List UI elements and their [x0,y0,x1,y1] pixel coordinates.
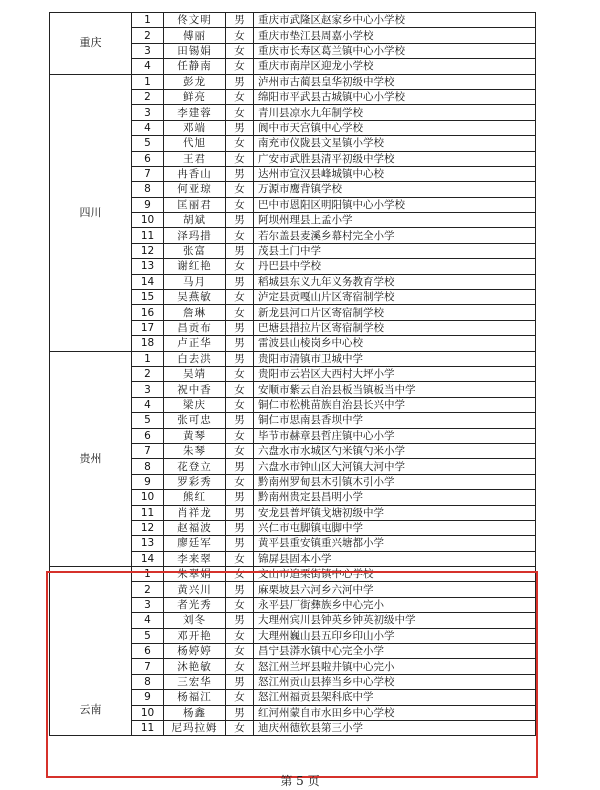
row-number-cell: 12 [132,243,164,258]
sex-cell: 女 [226,197,254,212]
name-cell: 三宏华 [164,674,226,689]
row-number-cell: 7 [132,443,164,458]
row-number-cell: 8 [132,674,164,689]
table-row [50,13,536,28]
name-cell: 沐艳敏 [164,659,226,674]
row-number-cell: 9 [132,690,164,705]
row-number-cell: 11 [132,505,164,520]
sex-cell: 女 [226,551,254,566]
name-cell: 祝中香 [164,382,226,397]
row-number-cell: 15 [132,290,164,305]
name-cell: 马月 [164,274,226,289]
sex-cell: 男 [226,505,254,520]
sex-cell: 男 [226,166,254,181]
row-number-cell: 11 [132,720,164,735]
school-cell: 达州市宣汉县峰城镇中心校 [254,166,536,181]
row-number-cell: 2 [132,89,164,104]
row-number-cell: 3 [132,382,164,397]
school-cell: 阆中市天宫镇中心学校 [254,120,536,135]
sex-cell: 女 [226,290,254,305]
school-cell: 茂县土门中学 [254,243,536,258]
sex-cell: 男 [226,520,254,535]
name-cell: 张富 [164,243,226,258]
name-cell: 黄琴 [164,428,226,443]
name-cell: 傅丽 [164,28,226,43]
sex-cell: 女 [226,89,254,104]
row-number-cell: 6 [132,428,164,443]
name-cell: 黄兴川 [164,582,226,597]
name-cell: 李来翠 [164,551,226,566]
sex-cell: 女 [226,597,254,612]
sex-cell: 女 [226,305,254,320]
sex-cell: 女 [226,474,254,489]
row-number-cell: 1 [132,567,164,582]
school-cell: 文山市追栗街镇中心学校 [254,567,536,582]
name-cell: 白去洪 [164,351,226,366]
name-cell: 廖廷军 [164,536,226,551]
province-cell: 云南 [50,567,132,736]
name-cell: 何亚琼 [164,182,226,197]
name-cell: 泽玛措 [164,228,226,243]
school-cell: 黔南州罗甸县木引镇木引小学 [254,474,536,489]
row-number-cell: 14 [132,274,164,289]
name-cell: 卢正华 [164,336,226,351]
row-number-cell: 1 [132,351,164,366]
sex-cell: 女 [226,720,254,735]
row-number-cell: 2 [132,582,164,597]
row-number-cell: 4 [132,59,164,74]
sex-cell: 男 [226,243,254,258]
school-cell: 阿坝州理县上孟小学 [254,213,536,228]
school-cell: 稻城县东义九年义务教育学校 [254,274,536,289]
teacher-list-body [50,13,536,736]
row-number-cell: 5 [132,413,164,428]
sex-cell: 女 [226,28,254,43]
row-number-cell: 10 [132,490,164,505]
table-row [50,351,536,366]
school-cell: 六盘水市水城区勺米镇勺米小学 [254,443,536,458]
sex-cell: 男 [226,536,254,551]
sex-cell: 女 [226,644,254,659]
name-cell: 胡斌 [164,213,226,228]
sex-cell: 男 [226,351,254,366]
school-cell: 麻栗坡县六河乡六河中学 [254,582,536,597]
school-cell: 重庆市长寿区葛兰镇中心小学校 [254,43,536,58]
sex-cell: 男 [226,13,254,28]
name-cell: 刘冬 [164,613,226,628]
sex-cell: 女 [226,259,254,274]
row-number-cell: 3 [132,43,164,58]
row-number-cell: 2 [132,28,164,43]
sex-cell: 女 [226,443,254,458]
school-cell: 铜仁市松桃苗族自治县长兴中学 [254,397,536,412]
school-cell: 泸州市古蔺县皇华初级中学校 [254,74,536,89]
name-cell: 尼玛拉姆 [164,720,226,735]
school-cell: 昌宁县漭水镇中心完全小学 [254,644,536,659]
row-number-cell: 3 [132,105,164,120]
sex-cell: 女 [226,382,254,397]
name-cell: 昌贡布 [164,320,226,335]
table-row [50,74,536,89]
sex-cell: 女 [226,43,254,58]
name-cell: 李建蓉 [164,105,226,120]
name-cell: 梁庆 [164,397,226,412]
name-cell: 杨婷婷 [164,644,226,659]
name-cell: 冉香山 [164,166,226,181]
school-cell: 永平县厂街彝族乡中心完小 [254,597,536,612]
school-cell: 巴中市恩阳区明阳镇中心小学校 [254,197,536,212]
school-cell: 贵阳市清镇市卫城中学 [254,351,536,366]
school-cell: 安顺市紫云自治县板当镇板当中学 [254,382,536,397]
school-cell: 怒江州贡山县捧当乡中心学校 [254,674,536,689]
row-number-cell: 7 [132,166,164,181]
row-number-cell: 1 [132,13,164,28]
name-cell: 朱琴 [164,443,226,458]
sex-cell: 男 [226,459,254,474]
name-cell: 吴燕敏 [164,290,226,305]
school-cell: 黔南州贵定县昌明小学 [254,490,536,505]
school-cell: 丹巴县中学校 [254,259,536,274]
school-cell: 锦屏县固本小学 [254,551,536,566]
row-number-cell: 1 [132,74,164,89]
name-cell: 罗彩秀 [164,474,226,489]
sex-cell: 女 [226,182,254,197]
school-cell: 怒江州兰坪县啦井镇中心完小 [254,659,536,674]
sex-cell: 男 [226,120,254,135]
sex-cell: 女 [226,105,254,120]
name-cell: 吴靖 [164,366,226,381]
row-number-cell: 8 [132,459,164,474]
school-cell: 绵阳市平武县古城镇中心小学校 [254,89,536,104]
sex-cell: 男 [226,613,254,628]
name-cell: 赵福波 [164,520,226,535]
sex-cell: 女 [226,151,254,166]
sex-cell: 女 [226,659,254,674]
school-cell: 迪庆州德钦县第三小学 [254,720,536,735]
sex-cell: 女 [226,228,254,243]
sex-cell: 男 [226,336,254,351]
row-number-cell: 6 [132,151,164,166]
teacher-list-table [49,12,536,736]
name-cell: 佟文明 [164,13,226,28]
row-number-cell: 13 [132,536,164,551]
school-cell: 黄平县重安镇重兴塘都小学 [254,536,536,551]
sex-cell: 男 [226,705,254,720]
name-cell: 杨福江 [164,690,226,705]
name-cell: 杨鑫 [164,705,226,720]
name-cell: 王君 [164,151,226,166]
name-cell: 鲜亮 [164,89,226,104]
sex-cell: 男 [226,74,254,89]
row-number-cell: 5 [132,628,164,643]
school-cell: 毕节市赫章县哲庄镇中心小学 [254,428,536,443]
sex-cell: 女 [226,690,254,705]
name-cell: 花登立 [164,459,226,474]
name-cell: 彭龙 [164,74,226,89]
sex-cell: 男 [226,674,254,689]
sex-cell: 女 [226,59,254,74]
school-cell: 雷波县山棱岗乡中心校 [254,336,536,351]
school-cell: 青川县凉水九年制学校 [254,105,536,120]
school-cell: 六盘水市钟山区大河镇大河中学 [254,459,536,474]
school-cell: 万源市鹰背镇学校 [254,182,536,197]
row-number-cell: 8 [132,182,164,197]
school-cell: 大理州宾川县钟英乡钟英初级中学 [254,613,536,628]
sex-cell: 男 [226,413,254,428]
school-cell: 安龙县普坪镇戈塘初级中学 [254,505,536,520]
sex-cell: 女 [226,397,254,412]
sex-cell: 女 [226,366,254,381]
province-cell: 贵州 [50,351,132,566]
school-cell: 贵阳市云岩区大西村大坪小学 [254,366,536,381]
name-cell: 邓开艳 [164,628,226,643]
province-cell: 重庆 [50,13,132,75]
row-number-cell: 9 [132,197,164,212]
row-number-cell: 4 [132,613,164,628]
name-cell: 熊红 [164,490,226,505]
school-cell: 广安市武胜县清平初级中学校 [254,151,536,166]
sex-cell: 女 [226,567,254,582]
sex-cell: 男 [226,490,254,505]
province-cell: 四川 [50,74,132,351]
name-cell: 谢红艳 [164,259,226,274]
name-cell: 田锡娟 [164,43,226,58]
row-number-cell: 13 [132,259,164,274]
school-cell: 铜仁市思南县香坝中学 [254,413,536,428]
school-cell: 南充市仪陇县文星镇小学校 [254,136,536,151]
sex-cell: 男 [226,213,254,228]
row-number-cell: 17 [132,320,164,335]
row-number-cell: 10 [132,705,164,720]
name-cell: 肖祥龙 [164,505,226,520]
row-number-cell: 9 [132,474,164,489]
name-cell: 匡丽君 [164,197,226,212]
award-list-sheet [49,12,535,736]
school-cell: 兴仁市屯脚镇屯脚中学 [254,520,536,535]
table-row [50,567,536,582]
school-cell: 重庆市垫江县周嘉小学校 [254,28,536,43]
sex-cell: 男 [226,320,254,335]
school-cell: 巴塘县措拉片区寄宿制学校 [254,320,536,335]
page-number: 第 5 页 [280,774,320,788]
row-number-cell: 10 [132,213,164,228]
row-number-cell: 18 [132,336,164,351]
school-cell: 大理州巍山县五印乡印山小学 [254,628,536,643]
school-cell: 新龙县河口片区寄宿制学校 [254,305,536,320]
row-number-cell: 6 [132,644,164,659]
school-cell: 重庆市武隆区赵家乡中心小学校 [254,13,536,28]
name-cell: 邓端 [164,120,226,135]
row-number-cell: 12 [132,520,164,535]
school-cell: 若尔盖县麦溪乡幕村完全小学 [254,228,536,243]
row-number-cell: 14 [132,551,164,566]
row-number-cell: 16 [132,305,164,320]
name-cell: 张可忠 [164,413,226,428]
sex-cell: 男 [226,582,254,597]
name-cell: 者光秀 [164,597,226,612]
sex-cell: 女 [226,136,254,151]
row-number-cell: 2 [132,366,164,381]
name-cell: 朱翠娟 [164,567,226,582]
sex-cell: 男 [226,274,254,289]
row-number-cell: 5 [132,136,164,151]
name-cell: 任静南 [164,59,226,74]
sex-cell: 女 [226,628,254,643]
row-number-cell: 11 [132,228,164,243]
name-cell: 代旭 [164,136,226,151]
row-number-cell: 3 [132,597,164,612]
sex-cell: 女 [226,428,254,443]
name-cell: 詹琳 [164,305,226,320]
school-cell: 红河州蒙自市水田乡中心学校 [254,705,536,720]
row-number-cell: 7 [132,659,164,674]
school-cell: 怒江州福贡县架科底中学 [254,690,536,705]
row-number-cell: 4 [132,120,164,135]
school-cell: 泸定县贡嘎山片区寄宿制学校 [254,290,536,305]
row-number-cell: 4 [132,397,164,412]
school-cell: 重庆市南岸区迎龙小学校 [254,59,536,74]
